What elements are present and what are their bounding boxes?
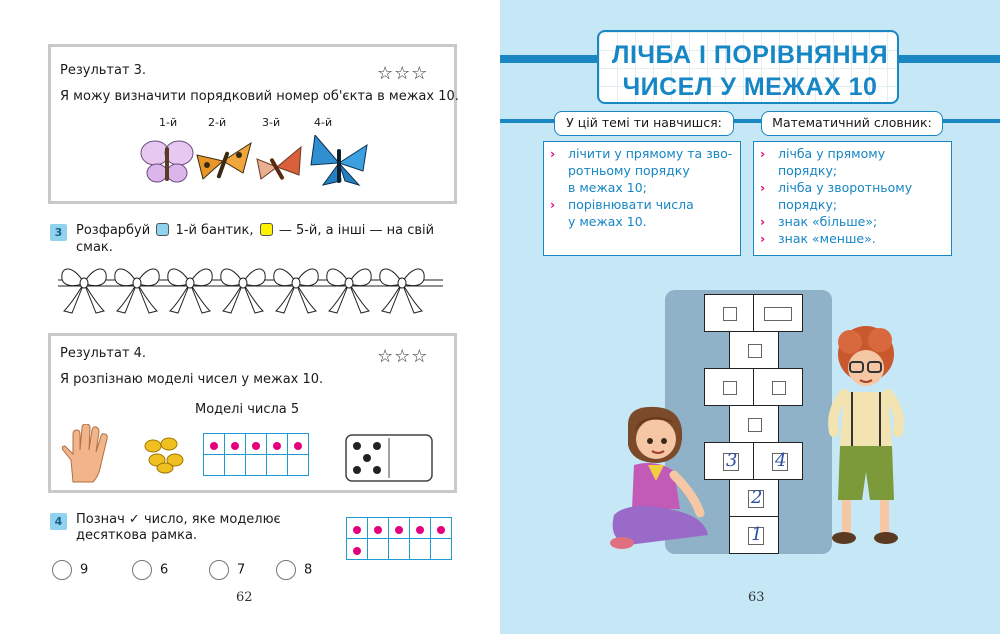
ten-frame-five [203,433,309,476]
frame-cell [368,518,389,539]
hop-digit: 2 [751,487,763,508]
frame-cell [347,518,368,539]
chapter-title-box [597,30,899,104]
task3-text-d: смак. [76,240,113,255]
frame-cell [431,518,452,539]
bow-icon[interactable] [62,269,106,313]
counter-dot [395,526,403,534]
result4-title: Результат 4. [60,346,147,361]
frame-cell [288,434,309,455]
frame-cell [410,518,431,539]
dict-item: порядку; [778,197,838,212]
hop-cell [729,479,779,517]
frame-cell [431,539,452,560]
frame-cell [288,455,309,476]
hop-cell [753,442,803,480]
butterfly-icon [311,135,367,185]
dictionary-panel [753,141,952,256]
swatch-yellow [260,223,273,236]
option-9[interactable]: 9 [52,560,88,580]
bow-icon[interactable] [274,269,318,313]
chevron-icon: › [760,146,766,161]
dict-item: › лічба у прямому [760,146,886,161]
task3-number: 3 [50,224,67,241]
ordinal-3: 3-й [262,116,281,129]
hop-cell [729,331,779,369]
bow-icon[interactable] [168,269,212,313]
chevron-icon: › [760,214,766,229]
hop-cell [729,516,779,554]
frame-cell [347,539,368,560]
right-page [500,0,1000,634]
ten-frame-six [346,517,452,560]
hop-cell [704,368,754,406]
frame-cell [389,539,410,560]
result3-title: Результат 3. [60,63,147,78]
bows-ribbon[interactable] [58,262,443,314]
learn-item: в межах 10; [568,180,647,195]
option-circle[interactable] [276,560,296,580]
result3-stars: ☆☆☆ [377,63,429,84]
bow-icon[interactable] [327,269,371,313]
page-number-left: 62 [236,590,253,605]
hop-digit: 4 [775,450,787,471]
swatch-blue [156,223,169,236]
hop-cell [704,294,754,332]
girl-illustration [608,405,718,555]
learn-header: У цій темі ти навчишся: [554,111,734,136]
frame-cell [410,539,431,560]
result3-text: Я можу визначити порядковий номер об'єкта в межах 10. [60,89,459,104]
frame-cell [267,434,288,455]
counter-dot [231,442,239,450]
learn-item: › порівнювати числа [550,197,694,212]
counter-dot [273,442,281,450]
chevron-icon: › [760,180,766,195]
task3-text-c: — 5-й, а інші — на свій [278,223,435,238]
dict-item: › лічба у зворотньому [760,180,913,195]
counter-dot [294,442,302,450]
ordinal-2: 2-й [208,116,227,129]
result4-text: Я розпізнаю моделі чисел у межах 10. [60,372,324,387]
butterfly-icon [141,141,193,182]
result4-stars: ☆☆☆ [377,346,429,367]
counter-dot [210,442,218,450]
option-6[interactable]: 6 [132,560,168,580]
coins-icon [143,436,189,474]
domino-icon [345,434,433,482]
frame-cell [368,539,389,560]
chevron-icon: › [550,197,556,212]
dict-item: порядку; [778,163,838,178]
dict-item: › знак «менше». [760,231,876,246]
learn-item: ротньому порядку [568,163,690,178]
bow-icon[interactable] [115,269,159,313]
bow-icon[interactable] [221,269,265,313]
hop-cell [753,294,803,332]
chevron-icon: › [760,231,766,246]
counter-dot [437,526,445,534]
counter-dot [374,526,382,534]
chevron-icon: › [550,146,556,161]
frame-cell [225,434,246,455]
hop-cell [753,368,803,406]
frame-cell [225,455,246,476]
counter-dot [416,526,424,534]
option-circle[interactable] [209,560,229,580]
hand-icon [59,424,115,484]
page-number-right: 63 [748,590,765,605]
boy-illustration [822,322,912,552]
task3-text [76,223,434,239]
option-7[interactable]: 7 [209,560,245,580]
frame-cell [267,455,288,476]
chapter-title-line1: ЛІЧБА І ПОРІВНЯННЯ [611,41,889,69]
frame-cell [389,518,410,539]
task4-number: 4 [50,513,67,530]
learn-item: › лічити у прямому та зво- [550,146,733,161]
frame-cell [204,455,225,476]
learn-item: у межах 10. [568,214,647,229]
counter-dot [252,442,260,450]
chapter-title-line2: ЧИСЕЛ У МЕЖАХ 10 [622,73,878,101]
butterflies-image [135,135,375,193]
result3-box [48,44,457,204]
result4-box [48,333,457,493]
option-8[interactable]: 8 [276,560,312,580]
learn-panel [543,141,741,256]
hop-cell [729,405,779,443]
hop-digit: 3 [726,450,738,471]
bow-icon[interactable] [380,269,424,313]
butterfly-icon [257,147,301,180]
hop-digit: 1 [751,524,763,545]
models-label: Моделі числа 5 [195,402,300,417]
dictionary-header: Математичний словник: [761,111,943,136]
counter-dot [353,547,361,555]
option-circle[interactable] [132,560,152,580]
option-circle[interactable] [52,560,72,580]
task4-line1: Познач ✓ число, яке моделює [76,512,281,527]
task4-line2: десяткова рамка. [76,528,198,543]
counter-dot [353,526,361,534]
frame-cell [246,455,267,476]
frame-cell [204,434,225,455]
ordinal-1: 1-й [159,116,178,129]
task3-text-a: Розфарбуй [76,223,151,238]
ordinal-4: 4-й [314,116,333,129]
frame-cell [246,434,267,455]
butterfly-icon [197,143,251,179]
dict-item: › знак «більше»; [760,214,878,229]
task3-text-b: 1-й бантик, [175,223,254,238]
